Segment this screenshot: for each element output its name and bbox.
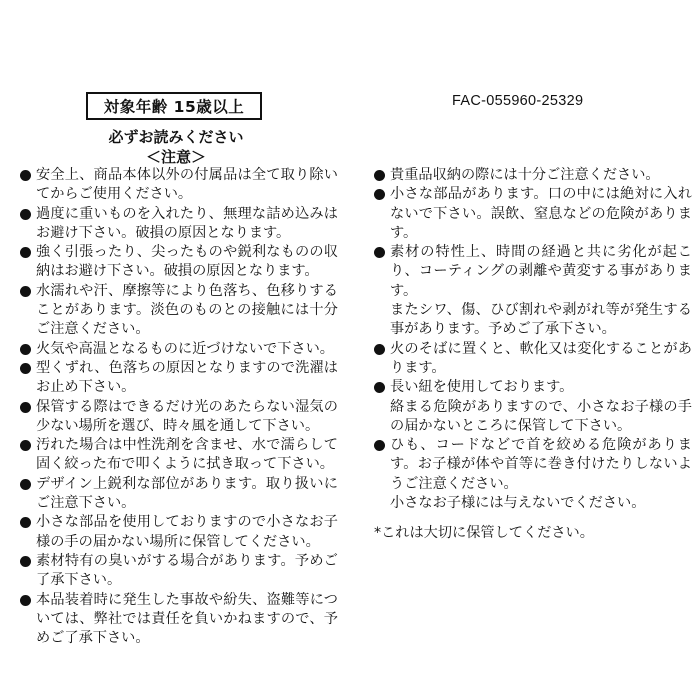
note-text: 小さな部品を使用しておりますので小さなお子様の手の届かない場所に保管してください。 — [36, 514, 338, 550]
note-text: 本品装着時に発生した事故や紛失、盗難等については、弊社では責任を負いかねますので、予めご了承下さい。 — [36, 591, 338, 647]
bullet-icon — [374, 344, 385, 355]
list-item — [374, 340, 692, 379]
keep-safe-footnote: *これは大切に保管してください。 — [374, 525, 594, 542]
note-text: 貴重品収納の際には十分ご注意ください。 — [390, 167, 660, 183]
right-caution-list — [374, 166, 692, 544]
bullet-icon — [374, 440, 385, 451]
note-subtext: 絡まる危険がありますので、小さなお子様の手の届かないところに保管して下さい。 — [390, 398, 692, 434]
note-text: 火気や高温となるものに近づけないで下さい。 — [36, 340, 334, 357]
list-item — [20, 243, 338, 282]
bullet-icon — [20, 595, 31, 606]
bullet-icon — [20, 209, 31, 220]
left-caution-list — [20, 166, 338, 648]
note-text: 強く引張ったり、尖ったものや鋭利なものの収納はお避け下さい。破損の原因となります。 — [36, 244, 338, 280]
list-item — [374, 378, 692, 436]
list-item — [20, 340, 338, 359]
note-text: 過度に重いものを入れたり、無理な詰め込みはお避け下さい。破損の原因となります。 — [36, 205, 338, 241]
bullet-icon — [374, 189, 385, 200]
caution-heading: ＜注意＞ — [145, 148, 206, 166]
bullet-icon — [374, 247, 385, 258]
bullet-icon — [20, 402, 31, 413]
note-subtext: またシワ、傷、ひび割れや剥がれ等が発生する事があります。予めご了承下さい。 — [390, 302, 692, 338]
bullet-icon — [374, 382, 385, 393]
note-text: 長い紐を使用しております。 — [390, 379, 574, 396]
note-text: 素材の特性上、時間の経過と共に劣化が起こり、コーティングの剥離や黄変する事があります。 — [390, 244, 692, 299]
bullet-icon — [20, 170, 31, 181]
note-text: 素材特有の臭いがする場合があります。予めご了承下さい。 — [36, 552, 338, 589]
list-item — [20, 282, 338, 340]
bullet-icon — [20, 286, 31, 297]
list-item — [20, 513, 338, 552]
list-item — [20, 166, 338, 205]
note-text: 安全上、商品本体以外の付属品は全て取り除いてからご使用ください。 — [36, 167, 338, 203]
note-text: 水濡れや汗、摩擦等により色落ち、色移りすることがあります。淡色のものとの接触には十分ご注意ください。 — [36, 282, 338, 338]
bullet-icon — [20, 556, 31, 567]
bullet-icon — [20, 479, 31, 490]
note-subtext: 小さなお子様には与えないでください。 — [390, 495, 646, 512]
note-text: 汚れた場合は中性洗剤を含ませ、水で濡らして固く絞った布で叩くように拭き取って下さい。 — [36, 437, 338, 473]
note-text: デザイン上鋭利な部位があります。取り扱いにご注意下さい。 — [36, 475, 338, 512]
list-item — [20, 359, 338, 398]
note-text: ひも、コードなどで首を絞める危険があります。お子様が体や首等に巻き付けたりしないようご注意ください。 — [390, 437, 692, 492]
list-item — [374, 436, 692, 513]
bullet-icon — [20, 247, 31, 258]
list-item — [20, 205, 338, 244]
bullet-icon — [20, 440, 31, 451]
product-code: FAC-055960-25329 — [452, 93, 584, 109]
list-item — [20, 475, 338, 514]
bullet-icon — [374, 170, 385, 181]
bullet-icon — [20, 363, 31, 374]
note-text: 保管する際はできるだけ光のあたらない湿気の少ない場所を選び、時々風を通して下さい。 — [36, 398, 338, 434]
note-text: 小さな部品があります。口の中には絶対に入れないで下さい。誤飲、窒息などの危険があります。 — [390, 186, 692, 241]
list-item — [20, 398, 338, 437]
list-item — [374, 166, 692, 185]
list-item — [20, 552, 338, 591]
must-read-heading: 必ずお読みください — [108, 128, 244, 146]
list-item — [20, 436, 338, 475]
bullet-icon — [20, 517, 31, 528]
list-item — [20, 591, 338, 649]
target-age-label: 対象年齢 15歳以上 — [86, 92, 262, 120]
note-text: 型くずれ、色落ちの原因となりますので洗濯はお止め下さい。 — [36, 359, 338, 396]
note-text: 火のそばに置くと、軟化又は変化することがあります。 — [390, 340, 692, 376]
list-item — [374, 185, 692, 243]
list-item — [374, 243, 692, 339]
bullet-icon — [20, 344, 31, 355]
